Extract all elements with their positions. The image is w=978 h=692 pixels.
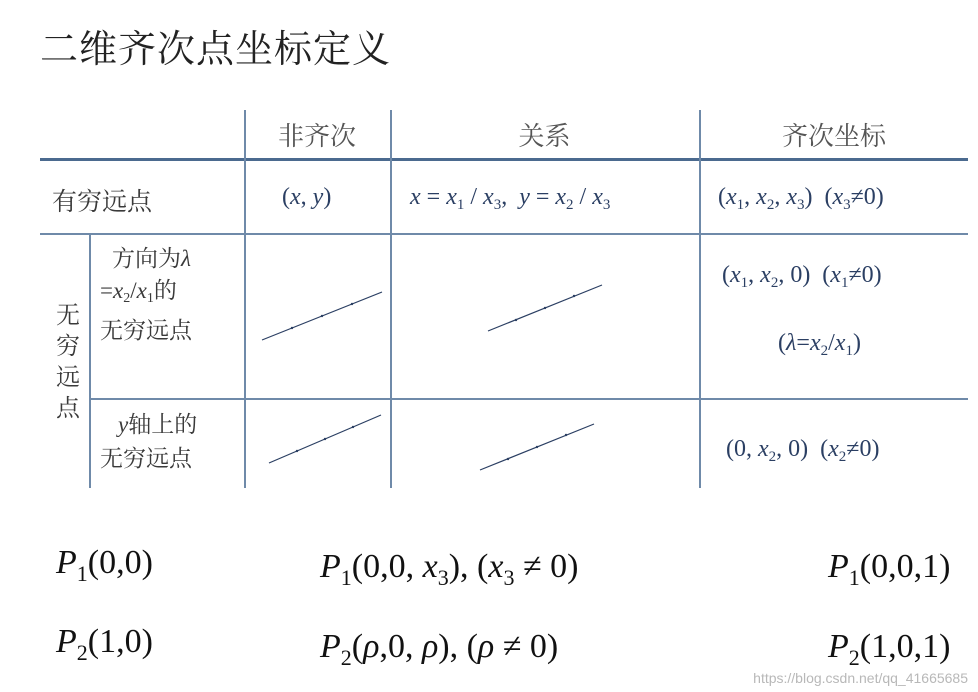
example-p1-nonhomog: $P_1(0,0)$ (56, 544, 153, 586)
col-divider-3 (699, 110, 701, 488)
col-divider-2 (390, 110, 392, 488)
header-relation: 关系 (518, 122, 571, 152)
finite-nonhomog-coords: (x, y) (282, 184, 332, 210)
watermark: https://blog.csdn.net/qq_41665685 (753, 670, 968, 686)
direction-homog-coords: ($x_1$, $x_2$, 0) $(x_1\ne 0)$ (722, 262, 882, 291)
dotted-line-icon (488, 283, 604, 333)
lambda-definition: $(\lambda=x_2/x_1)$ (778, 330, 861, 359)
header-homogeneous: 齐次坐标 (781, 122, 886, 152)
yaxis-homog-coords: (0, $x_2$, 0) $(x_2\ne 0)$ (726, 436, 880, 465)
example-p1-homog: $P_1(0,0,1)$ (828, 548, 951, 590)
header-nonhomogeneous: 非齐次 (277, 122, 356, 152)
example-p2-relation: $P_2(\rho,0$, ρ), (ρ ≠ 0) (320, 628, 559, 670)
header-divider (40, 158, 968, 161)
infinite-point-group-label: 无 穷 远 点 (56, 301, 80, 422)
direction-infinite-label: 方向为λ $=x_2/x_1$的 无穷远点 (100, 246, 192, 344)
finite-relation: $x = x_1 / x_3$, $y = x_2 / x_3$ (410, 184, 611, 213)
finite-homog-coords: ($x_1$, $x_2$, $x_3$) $(x_3\ne 0)$ (718, 184, 884, 213)
row-label-finite-point: 有穷远点 (52, 187, 153, 216)
example-p2-homog: $P_2(1,0,1)$ (828, 628, 951, 670)
dotted-line-icon (480, 422, 596, 472)
example-p1-relation: $P_1(0,0$, $x_3$), $(x_3 \ne 0)$ (320, 548, 579, 590)
dotted-line-icon (262, 290, 384, 342)
yaxis-infinite-label: y轴上的 无穷远点 (100, 412, 198, 472)
sub-label-divider (89, 233, 91, 488)
dotted-line-icon (269, 413, 383, 465)
row-divider-2 (90, 398, 968, 400)
col-divider-1 (244, 110, 246, 488)
page-title: 二维齐次点坐标定义 (40, 27, 392, 71)
example-p2-nonhomog: $P_2(1,0)$ (56, 623, 153, 665)
row-divider-1 (40, 233, 968, 235)
